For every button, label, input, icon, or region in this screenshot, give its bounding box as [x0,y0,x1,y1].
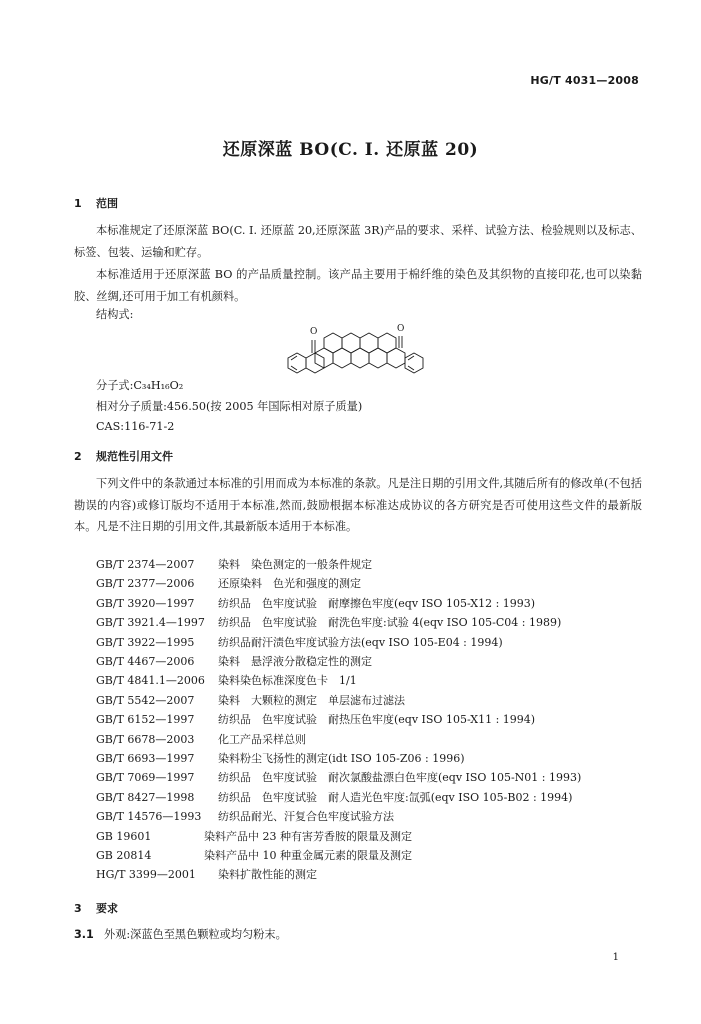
reference-title: 纺织品 色牢度试验 耐热压色牢度(eqv ISO 105-X11 : 1994) [218,713,536,727]
reference-code: GB/T 4467—2006 [96,655,195,668]
structure-label: 结构式: [96,308,134,321]
page-title: 还原深蓝 BO(C. I. 还原蓝 20) [222,140,479,160]
reference-title: 纺织品耐光、汗复合色牢度试验方法 [218,810,394,824]
chemical-structure-diagram [282,318,432,382]
reference-title: 化工产品采样总则 [218,732,306,746]
molecular-formula: 分子式:C₃₄H₁₆O₂ [96,379,184,392]
reference-title: 染料产品中 23 种有害芳香胺的限量及测定 [204,829,412,843]
reference-title: 纺织品耐汗渍色牢度试验方法(eqv ISO 105-E04 : 1994) [218,635,503,649]
page-number: 1 [612,952,619,963]
section-1-heading [74,195,118,211]
reference-title: 纺织品 色牢度试验 耐人造光色牢度:氙弧(eqv ISO 105-B02 : 1994) [218,790,573,804]
scope-paragraph-2: 本标准适用于还原深蓝 BO 的产品质量控制。该产品主要用于棉纤维的染色及其织物的直接印花,也可以染黏胶、丝绸,还可用于加工有机颜料。 [74,268,642,303]
reference-code: GB/T 5542—2007 [96,693,195,707]
reference-item [96,575,361,591]
reference-item [96,595,535,611]
reference-item [96,769,581,785]
reference-title: 纺织品 色牢度试验 耐洗色牢度:试验 4(eqv ISO 105-C04 : 1989) [218,616,562,630]
reference-code: GB/T 3920—1997 [96,596,195,610]
reference-item [96,556,372,572]
reference-title: 染料染色标准深度色卡 1/1 [218,674,357,688]
requirement-item-3-1 [74,926,287,942]
reference-code: GB/T 4841.1—2006 [96,674,205,688]
reference-item [96,672,357,688]
standard-code: HG/T 4031—2008 [530,74,639,87]
reference-item [96,828,412,844]
reference-code: GB 20814 [96,849,152,862]
reference-code: GB/T 6678—2003 [96,732,195,746]
reference-item [96,711,535,727]
reference-code: GB/T 8427—1998 [96,790,195,804]
section-title: 范围 [96,197,118,210]
reference-item [96,789,572,805]
reference-code: GB/T 6693—1997 [96,752,195,765]
section-2-heading [74,448,173,464]
normative-references-intro: 下列文件中的条款通过本标准的引用而成为本标准的条款。凡是注日期的引用文件,其随后所有的修改单(不包括勘误的内容)或修订版均不适用于本标准,然而,鼓励根据本标准达成协议的各方研究是否可使用这些文件的最新版本。凡是不注日期的引用文件,其最新版本适用于本标准。 [74,477,642,533]
section-3-heading [74,900,118,916]
reference-title: 染料扩散性能的测定 [218,868,317,882]
reference-code: GB/T 14576—1993 [96,810,202,824]
reference-code: GB/T 7069—1997 [96,771,195,785]
reference-code: GB/T 2374—2007 [96,558,195,571]
section-number: 3 [74,902,82,915]
oxygen-label-right: O [397,324,405,334]
reference-title: 染料产品中 10 种重金属元素的限量及测定 [204,849,412,862]
reference-title: 染料 悬浮液分散稳定性的测定 [218,655,372,668]
reference-title: 染料 大颗粒的测定 单层滤布过滤法 [218,693,405,707]
reference-item [96,653,372,669]
cas-number: CAS:116-71-2 [96,420,175,433]
section-title: 要求 [96,902,118,915]
reference-item [96,750,465,766]
section-number: 2 [74,450,82,463]
reference-title: 还原染料 色光和强度的测定 [218,577,361,591]
reference-item [96,808,394,824]
reference-code: GB/T 3922—1995 [96,635,195,649]
reference-code: GB 19601 [96,829,152,843]
reference-item [96,731,306,747]
scope-paragraph-1: 本标准规定了还原深蓝 BO(C. I. 还原蓝 20,还原深蓝 3R)产品的要求、采样、试验方法、检验规则以及标志、标签、包装、运输和贮存。 [74,224,642,259]
reference-code: HG/T 3399—2001 [96,868,196,882]
item-number: 3.1 [74,928,94,941]
reference-title: 纺织品 色牢度试验 耐次氯酸盐漂白色牢度(eqv ISO 105-N01 : 1993) [218,771,582,785]
reference-item [96,614,561,630]
reference-code: GB/T 6152—1997 [96,713,195,727]
reference-item [96,692,405,708]
molecular-mass: 相对分子质量:456.50(按 2005 年国际相对原子质量) [96,400,363,413]
reference-title: 纺织品 色牢度试验 耐摩擦色牢度(eqv ISO 105-X12 : 1993) [218,596,536,610]
item-text: 外观:深蓝色至黑色颗粒或均匀粉末。 [104,928,287,941]
reference-item [96,847,412,863]
reference-title: 染料 染色测定的一般条件规定 [218,558,372,571]
reference-code: GB/T 3921.4—1997 [96,616,205,630]
reference-code: GB/T 2377—2006 [96,577,195,591]
section-title: 规范性引用文件 [96,450,173,463]
reference-title: 染料粉尘飞扬性的测定(idt ISO 105-Z06 : 1996) [218,752,465,765]
oxygen-label-left: O [310,327,318,337]
reference-item [96,634,503,650]
reference-item [96,866,317,882]
section-number: 1 [74,197,82,210]
